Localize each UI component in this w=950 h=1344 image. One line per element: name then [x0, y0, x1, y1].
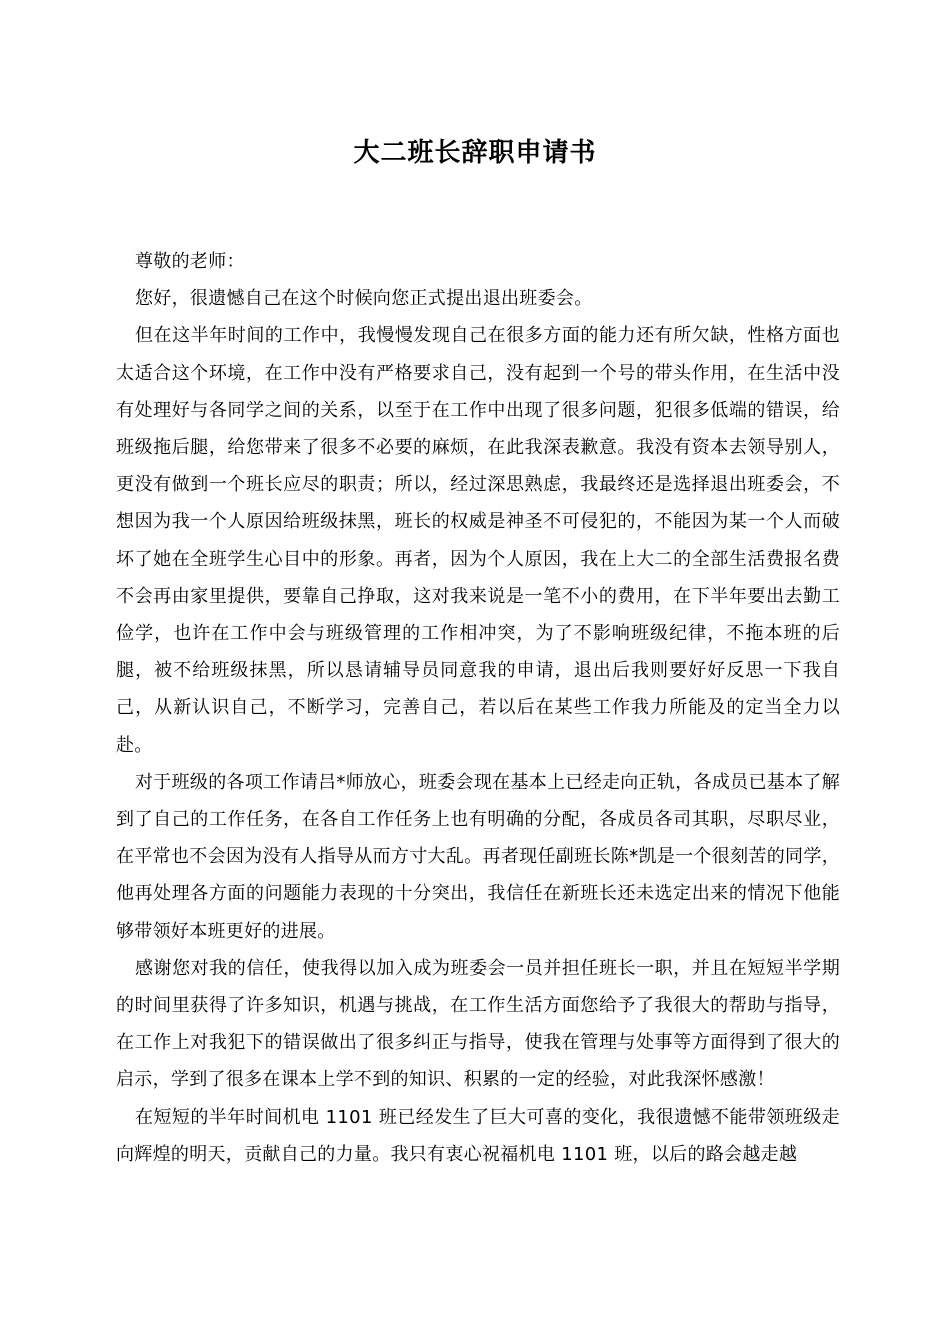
paragraph-gratitude: 感谢您对我的信任，使我得以加入成为班委会一员并担任班长一职，并且在短短半学期的时间里获得了许多知识，机遇与挑战，在工作生活方面您给予了我很大的帮助与指导，在工作上对我犯下的错误做出了很多纠正与指导，使我在管理与处事等方面得到了很大的启示，学到了很多在课本上学不到的知识、积累的一定的经验，对此我深怀感激！ [116, 957, 840, 1091]
paragraph-greeting: 您好，很遗憾自己在这个时候向您正式提出退出班委会。 [135, 288, 593, 310]
paragraph-reasons: 但在这半年时间的工作中，我慢慢发现自己在很多方面的能力还有所欠缺，性格方面也太适合这个环境，在工作中没有严格要求自己，没有起到一个号的带头作用，在生活中没有处理好与各同学之间的关系，以至于在工作中出现了很多问题，犯很多低端的错误，给班级拖后腿，给您带来了很多不必要的麻烦，在此我深表歉意。我没有资本去领导别人，更没有做到一个班长应尽的职责；所以，经过深思熟虑，我最终还是选择退出班委会，不想因为我一个人原因给班级抹黑，班长的权威是神圣不可侵犯的，不能因为某一个人而破坏了她在全班学生心目中的形象。再者，因为个人原因，我在上大二的全部生活费报名费不会再由家里提供，要靠自己挣取，这对我来说是一笔不小的费用，在下半年要出去勤工俭学，也许在工作中会与班级管理的工作相冲突，为了不影响班级纪律，不拖本班的后腿，被不给班级抹黑，所以恳请辅导员同意我的申请，退出后我则要好好反思一下我自己，从新认识自己，不断学习，完善自己，若以后在某些工作我力所能及的定当全力以赴。 [116, 325, 840, 756]
document-body [116, 243, 840, 1173]
paragraph-closing: 在短短的半年时间机电 1101 班已经发生了巨大可喜的变化，我很遗憾不能带领班级走向辉煌的明天，贡献自己的力量。我只有衷心祝福机电 1101 班，以后的路会越走越 [116, 1106, 840, 1165]
salutation: 尊敬的老师： [135, 251, 245, 272]
paragraph-class-work: 对于班级的各项工作请吕*师放心，班委会现在基本上已经走向正轨，各成员已基本了解到了自己的工作任务，在各自工作任务上也有明确的分配，各成员各司其职，尽职尽业，在平常也不会因为没有人指导从而方寸大乱。再者现任副班长陈*凯是一个很刻苦的同学，他再处理各方面的问题能力表现的十分突出，我信任在新班长还未选定出来的情况下他能够带领好本班更好的进展。 [116, 771, 840, 942]
document-title: 大二班长辞职申请书 [353, 138, 597, 168]
